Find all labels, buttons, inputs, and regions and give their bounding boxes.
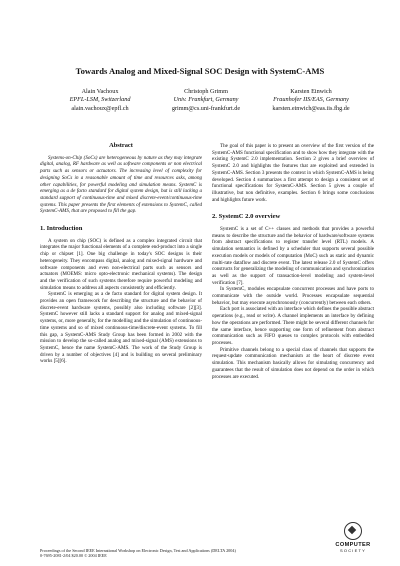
paragraph: In SystemC, modules encapsulate concurrent processes and have ports to communicate with the outside world. Processes encapsulate sequential behavior, but may execute asynchronously (concurrently) between each others. xyxy=(212,286,374,306)
author-affiliation: Univ. Frankfurt, Germany xyxy=(173,96,239,104)
left-column xyxy=(40,143,202,365)
author-name: Christoph Grimm xyxy=(184,88,228,95)
right-column xyxy=(212,143,374,380)
abstract-text: Systems-on-Chip (SoCs) are heterogeneous by nature as they may integrate digital, analog, RF hardware as well as software components or non electrical parts such as sensors or actuators. The increasing level of complexity for designing SoCs in a reasonable amount of time and resources asks, among other capabilities, for powerful modeling and simulation means. SystemC is emerging as a de facto standard for digital system design, but is still lacking a standard support of continuous-time and mixed discrete-event/continuous-time systems. This paper presents the first elements of extensions to SystemC, called SystemC-AMS, that are proposed to fill the gap. xyxy=(40,154,202,215)
abstract-heading: Abstract xyxy=(109,142,133,149)
author-name: Karsten Einwich xyxy=(290,88,332,95)
paragraph: SystemC is a set of C++ classes and methods that provides a powerful means to describe the structure and the behavior of hardware/software systems from abstract specifications to register transfer level (RTL) models. A simulation semantics is defined by a scheduler that supports several possible execution models or models of computation (MoC) such as static and dynamic multi-rate dataflow and discrete event. The latest release 2.0 of SystemC offers constructs for generalizing the modeling of communication and synchronization as well as the support of transaction-level modeling and system-level verification [7]. xyxy=(212,226,374,286)
author-block-1 xyxy=(40,88,160,113)
ieee-emblem-icon xyxy=(344,522,362,540)
abstract xyxy=(40,155,202,215)
paragraph: A system on chip (SOC) is defined as a complex integrated circuit that integrates the major functional elements of a complete end-product into a single chip or chipset [1]. One big challenge in today's SOC designs is their heterogeneity. They encompass digital, analog and mixed-signal hardware and software components and even non-electrical parts such as sensors and actuators (MOEMS: micro opto-electronic mechanical systems). The design and the verification of such systems therefore require powerful modeling and simulation means to address all aspects consistently and efficiently. xyxy=(40,237,202,291)
author-name: Alain Vachoux xyxy=(81,88,119,95)
section-heading-systemc-overview: 2. SystemC 2.0 overview xyxy=(212,213,281,221)
footer-proceedings: Proceedings of the Second IEEE International Workshop on Electronic Design, Test and Applications (DELTA 2004) xyxy=(40,548,236,553)
paper-title: Towards Analog and Mixed-Signal SOC Design with SystemC-AMS xyxy=(75,66,325,76)
footer-copyright: 0-7695-2081-2/04 $20.00 © 2004 IEEE xyxy=(40,553,107,559)
paragraph: Primitive channels belong to a special class of channels that supports the request-update communication mechanism at the heart of discrete event simulation. This mechanism basically allows for simulating concurrency and guarantees that the result of simulation does not depend on the order in which processes are executed. xyxy=(212,346,374,380)
section-heading-introduction: 1. Introduction xyxy=(40,225,83,233)
author-email: alain.vachoux@epfl.ch xyxy=(71,104,129,112)
logo-text-line1: COMPUTER xyxy=(335,542,371,548)
computer-society-logo xyxy=(332,522,374,562)
author-email: karsten.einwich@eas.iis.fhg.de xyxy=(272,104,350,112)
paragraph: The goal of this paper is to present an overview of the first version of the SystemC-AMS functional specification and to show how they integrate with the existing SystemC 2.0 implementation. Section 2 gives a brief overview of SystemC 2.0 and highlights the features that are exploited and extended in SystemC-AMS. Section 3 presents the context in which SystemC-AMS is being developed. Section 4 summarizes a first attempt to design a consistent set of functional specifications for SystemC-AMS. Section 5 gives a couple of illustrative, but non definitive, examples. Section 6 brings some conclusions and highlights future work. xyxy=(212,143,374,203)
author-email: grimm@cs.uni-frankfurt.de xyxy=(171,104,241,112)
author-block-3 xyxy=(248,88,374,113)
paragraph: Each port is associated with an interface which defines the possible abstract operations (e.g., read or write). A channel implements an interface by defining how the operations are performed. There might be several different channels for the same interface, hence supporting one form of refinement from abstract communication such as FIFO queues to complex protocols with embedded processes. xyxy=(212,306,374,346)
logo-text-line2: SOCIETY xyxy=(340,548,366,553)
author-affiliation: EPFL-LSM, Switzerland xyxy=(69,96,131,104)
footer xyxy=(40,548,236,559)
paragraph: SystemC is emerging as a de facto standard for digital system design. It provides an open framework for describing the structure and the behavior of discrete-event hardware systems, possibly also including software [2][3]. SystemC however still lacks a standard support for analog and mixed-signal systems, or, more generally, for the modelling and the simulation of continuous-time systems and so of mixed continuous-time/discrete-event systems. To fill this gap, a SystemC-AMS Study Group has been formed in 2002 with the mission to develop the so-called analog and mixed-signal (AMS) extensions to SystemC, hence the name SystemC-AMS. The work of the Study Group is driven by a number of objectives [4] and is building on several preliminary works [5][6]. xyxy=(40,291,202,365)
author-affiliation: Fraunhofer IIS/EAS, Germany xyxy=(273,96,349,104)
